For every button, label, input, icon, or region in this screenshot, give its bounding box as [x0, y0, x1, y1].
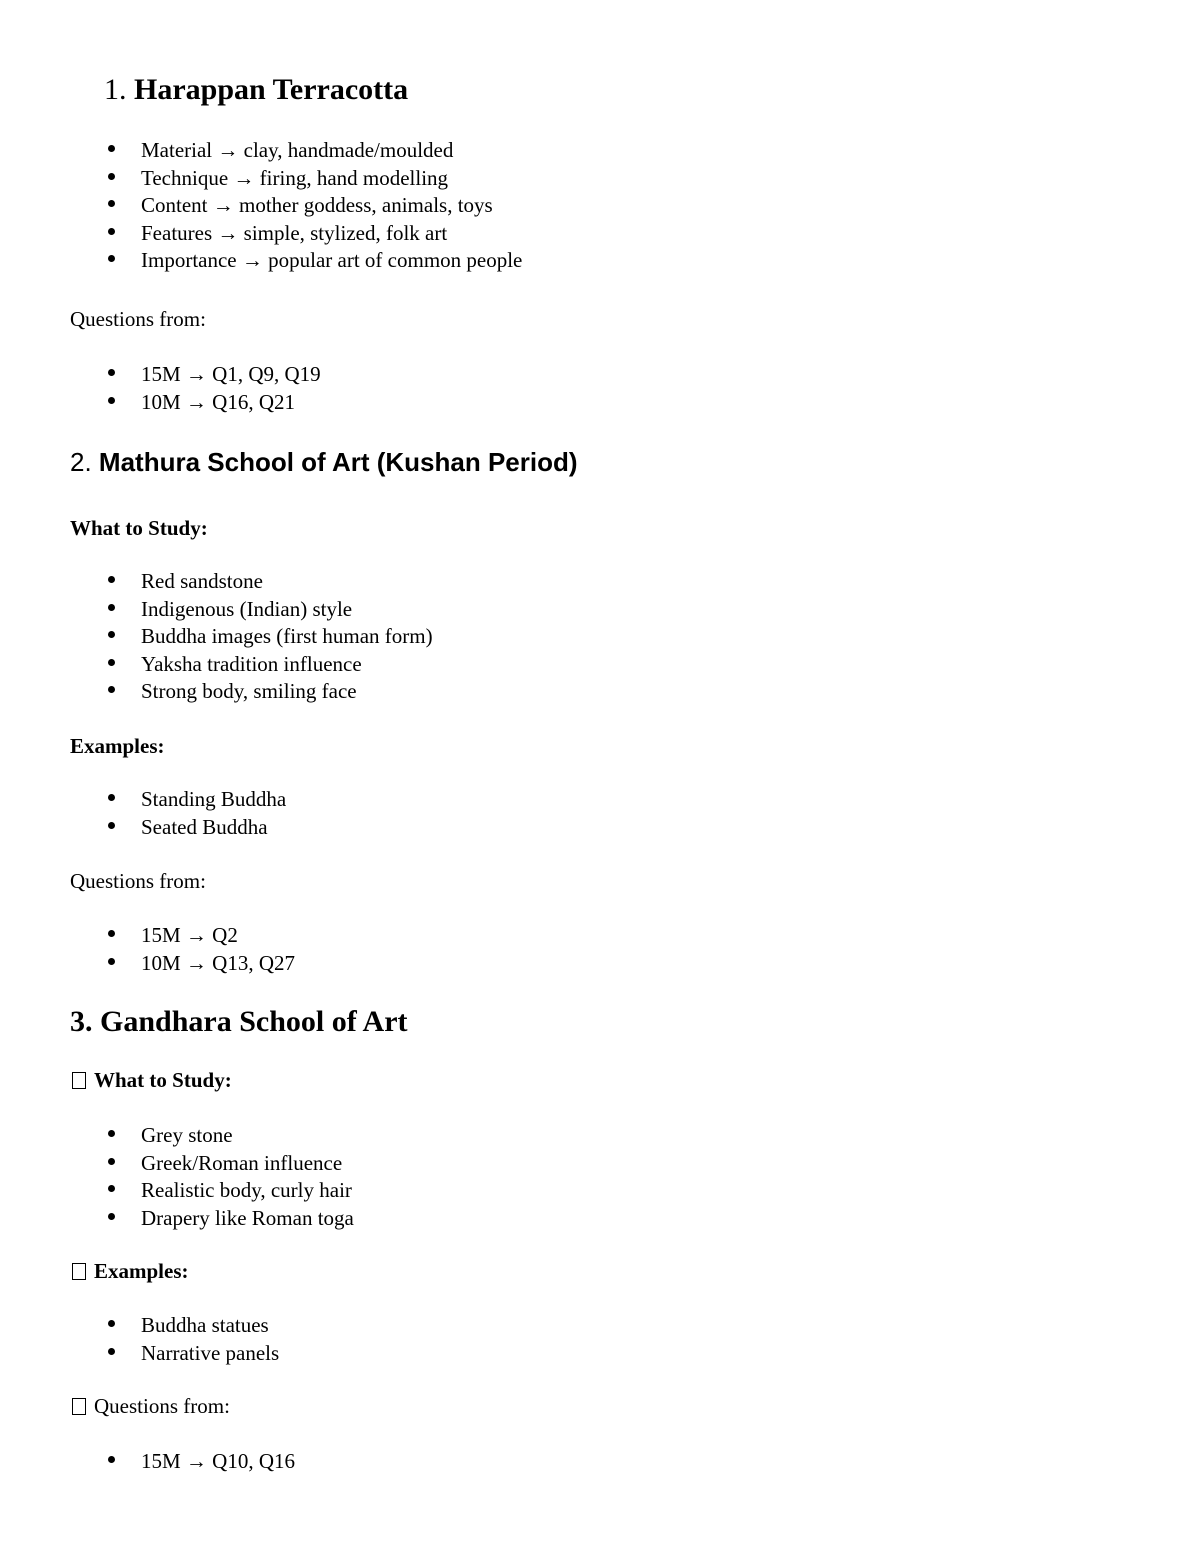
bullet-icon [108, 1130, 115, 1137]
section-2-examples-list [104, 789, 286, 844]
list-item-text: 15M → Q10, Q16 [141, 1449, 296, 1473]
section-3-heading: 3. Gandhara School of Art [70, 1005, 408, 1038]
list-item [104, 571, 433, 599]
section-2-study-label: What to Study: [70, 516, 208, 540]
list-item-text: Content → mother goddess, animals, toys [141, 193, 493, 217]
bullet-icon [108, 1213, 115, 1220]
list-item [104, 596, 433, 627]
list-item [104, 220, 522, 251]
list-item-text: 15M → Q2 [141, 923, 238, 947]
list-item [104, 364, 321, 392]
section-1-questions-list [104, 364, 321, 419]
section-1-questions-label: Questions from: [70, 307, 206, 331]
section-2-examples-label: Examples: [70, 734, 165, 758]
list-item-text: Technique → firing, hand modelling [141, 165, 449, 190]
bullet-icon [108, 228, 115, 235]
list-item-text: Standing Buddha [141, 787, 287, 811]
bullet-icon [108, 173, 115, 180]
list-item [104, 1451, 295, 1479]
checkbox-glyph-icon [72, 1263, 86, 1280]
list-item-text: 10M → Q13, Q27 [141, 950, 296, 975]
list-item-text: Greek/Roman influence [141, 1150, 343, 1175]
section-1-title: Harappan Terracotta [134, 73, 409, 106]
list-item-text: Indigenous (Indian) style [141, 596, 353, 621]
list-item [104, 789, 286, 817]
section-2-study-list [104, 571, 433, 709]
section-3-examples-label: Examples: [94, 1259, 189, 1283]
list-item [104, 1205, 354, 1236]
bullet-icon [108, 576, 115, 583]
list-item [104, 1180, 354, 1208]
bullet-icon [108, 145, 115, 152]
bullet-icon [108, 958, 115, 965]
bullet-icon [108, 1158, 115, 1165]
bullet-icon [108, 255, 115, 262]
list-item [104, 1340, 280, 1371]
bullet-icon [108, 794, 115, 801]
list-item-text: 15M → Q1, Q9, Q19 [141, 362, 321, 386]
list-item [104, 165, 522, 196]
list-item-text: Features → simple, stylized, folk art [141, 220, 448, 245]
section-3-study-label: What to Study: [94, 1068, 232, 1092]
section-1-number: 1. [104, 73, 127, 106]
list-item [104, 1315, 279, 1343]
bullet-icon [108, 930, 115, 937]
list-item [104, 651, 433, 682]
bullet-icon [108, 631, 115, 638]
section-3-examples-list [104, 1315, 279, 1370]
section-1-heading [104, 75, 408, 105]
list-item-text: Realistic body, curly hair [141, 1178, 352, 1202]
list-item [104, 195, 522, 223]
bullet-icon [108, 604, 115, 611]
list-item-text: Narrative panels [141, 1340, 280, 1365]
list-item [104, 1125, 354, 1153]
bullet-icon [108, 1185, 115, 1192]
list-item-text: Strong body, smiling face [141, 679, 357, 703]
list-item [104, 925, 295, 953]
bullet-icon [108, 1320, 115, 1327]
list-item-text: Buddha images (first human form) [141, 624, 433, 648]
bullet-icon [108, 200, 115, 207]
list-item-text: Grey stone [141, 1123, 233, 1147]
list-item [104, 950, 296, 981]
section-3-study-label-row [72, 1070, 232, 1091]
list-item [104, 814, 286, 845]
bullet-icon [108, 686, 115, 693]
bullet-icon [108, 822, 115, 829]
section-1-points-list [104, 140, 522, 278]
list-item-text: Importance → popular art of common people [141, 248, 523, 272]
section-2-number: 2. [70, 447, 92, 477]
list-item [104, 626, 433, 654]
section-3-study-list [104, 1125, 354, 1235]
bullet-icon [108, 1348, 115, 1355]
list-item-text: Material → clay, handmade/moulded [141, 138, 454, 162]
section-2-questions-list [104, 925, 295, 980]
list-item-text: Red sandstone [141, 569, 263, 593]
checkbox-glyph-icon [72, 1398, 86, 1415]
list-item [104, 250, 522, 278]
section-3-questions-label: Questions from: [94, 1394, 230, 1418]
bullet-icon [108, 397, 115, 404]
bullet-icon [108, 1456, 115, 1463]
section-3-questions-list [104, 1451, 295, 1479]
list-item-text: Buddha statues [141, 1313, 269, 1337]
section-2-questions-label: Questions from: [70, 869, 206, 893]
list-item-text: Yaksha tradition influence [141, 651, 362, 676]
section-2-title: Mathura School of Art (Kushan Period) [98, 447, 578, 477]
list-item-text: Drapery like Roman toga [141, 1205, 354, 1230]
list-item [104, 389, 321, 420]
checkbox-glyph-icon [72, 1072, 86, 1089]
bullet-icon [108, 369, 115, 376]
list-item [104, 681, 433, 709]
bullet-icon [108, 659, 115, 666]
list-item [104, 1150, 354, 1181]
list-item [104, 140, 522, 168]
list-item-text: 10M → Q16, Q21 [141, 389, 296, 414]
section-3-examples-label-row [72, 1261, 189, 1282]
list-item-text: Seated Buddha [141, 814, 268, 839]
section-3-questions-label-row [72, 1396, 230, 1417]
section-2-heading [70, 449, 578, 475]
